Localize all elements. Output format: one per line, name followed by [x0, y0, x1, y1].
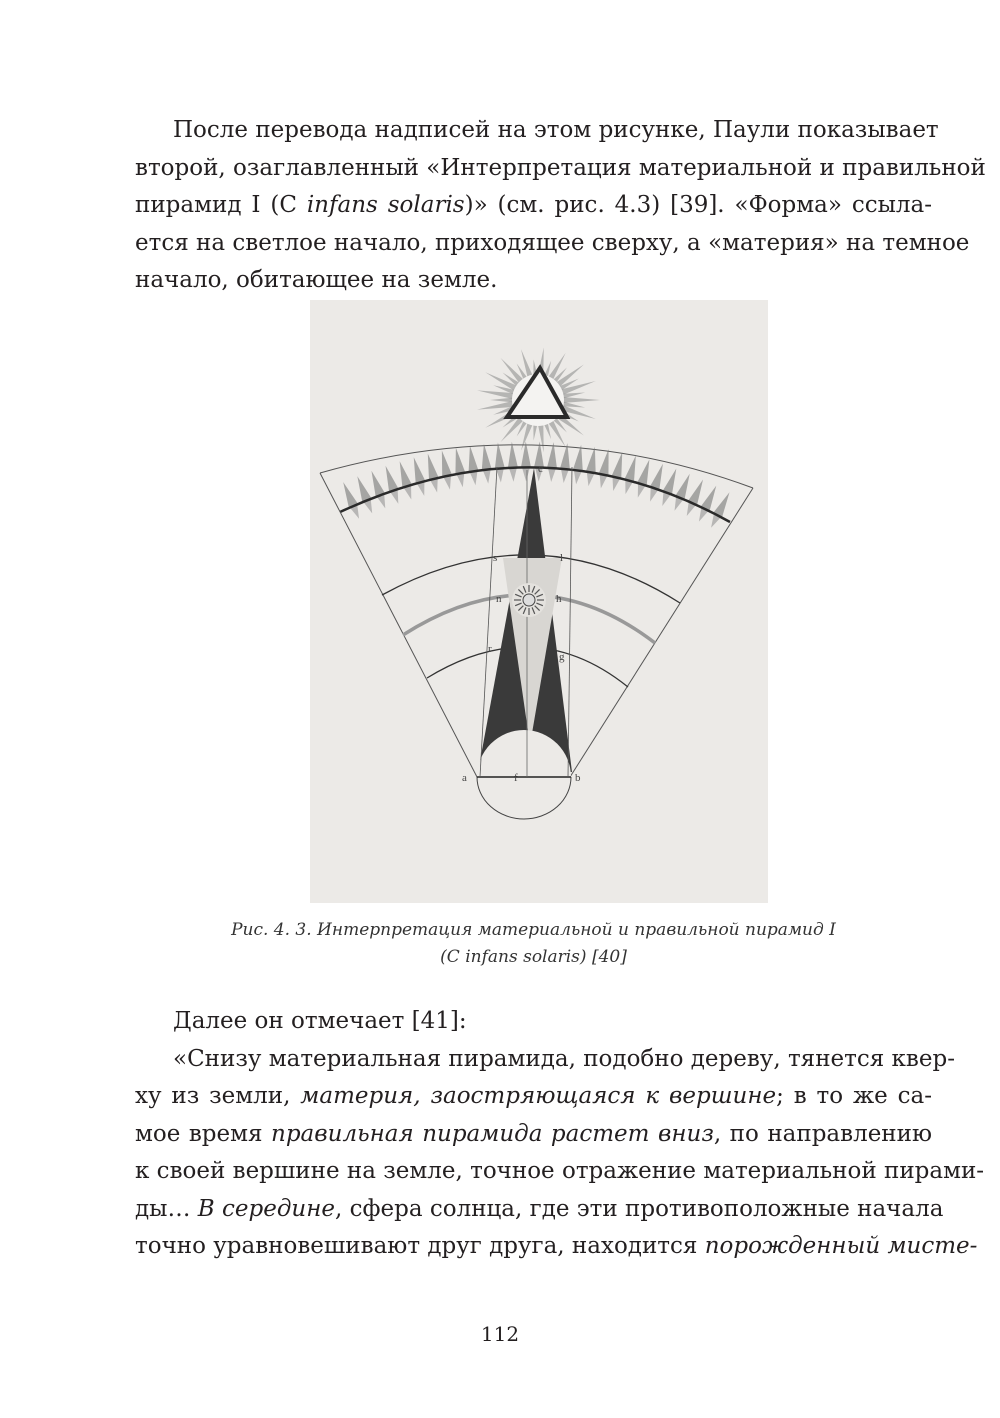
- text-line: [135, 187, 932, 225]
- text-line: [135, 262, 932, 300]
- spike: [495, 443, 505, 469]
- spike: [637, 459, 649, 485]
- text: После перевода надписей на этом рисунке, Паули показывает: [173, 117, 939, 143]
- spike: [611, 452, 622, 478]
- fan-left-edge: [320, 473, 477, 777]
- spike: [400, 461, 412, 487]
- italic-text: порожденный мисте-: [704, 1233, 978, 1259]
- label-g: g: [559, 651, 565, 663]
- text-line: [135, 1116, 932, 1154]
- text-line: [135, 1003, 932, 1041]
- italic-text: материя, заостряющаяся к вершине: [300, 1083, 777, 1109]
- page-number: 112: [480, 1322, 520, 1346]
- text: мое время: [135, 1120, 272, 1147]
- text: ху из земли,: [135, 1083, 301, 1109]
- italic-text: правильная пирамида растет вниз: [271, 1120, 714, 1147]
- spike: [455, 448, 465, 474]
- paragraph-intro: [135, 112, 986, 300]
- caption-line: (C infans solaris) [40]: [440, 947, 627, 967]
- spike: [573, 445, 583, 471]
- text: Далее он отмечает [41]:: [173, 1008, 467, 1034]
- fan-right-edge: [570, 488, 753, 777]
- text-line: [135, 1228, 978, 1266]
- text: второй, озаглавленный «Интерпретация материальной и правильной: [135, 154, 986, 181]
- spike: [574, 470, 582, 484]
- spike: [509, 468, 517, 482]
- spike: [522, 467, 530, 481]
- sun-disc: [523, 594, 535, 606]
- text-line: [135, 1041, 955, 1079]
- label-r: r: [488, 643, 492, 655]
- spike: [508, 442, 518, 468]
- italic-text: infans solaris: [306, 192, 465, 218]
- label-h: h: [556, 593, 562, 605]
- text: к своей вершине на земле, точное отражение материальной пирами-: [135, 1158, 985, 1184]
- spike: [624, 455, 636, 481]
- spike: [548, 468, 556, 482]
- label-l: l: [560, 552, 564, 564]
- text-line: [135, 1078, 932, 1116]
- text: точно уравновешивают друг друга, находится: [135, 1233, 705, 1259]
- spike: [386, 466, 399, 492]
- text-line: [135, 112, 939, 150]
- pyramid-diagram: [310, 300, 768, 903]
- figure-caption: [135, 917, 932, 971]
- spike: [650, 464, 663, 490]
- caption-line: Рис. 4. 3. Интерпретация материальной и правильной пирамид I: [231, 920, 836, 940]
- label-b: b: [575, 772, 581, 784]
- label-a: a: [462, 772, 467, 784]
- text: пирамид I (C: [135, 192, 307, 218]
- spike: [482, 444, 492, 470]
- spike: [483, 469, 491, 483]
- label-f: f: [514, 772, 518, 784]
- text: ется на светлое начало, приходящее сверху, а «материя» на темное: [135, 229, 970, 256]
- text-line: [135, 225, 970, 263]
- frame-line-right: [568, 467, 572, 777]
- spike: [599, 449, 609, 475]
- spike: [414, 457, 426, 483]
- italic-text: В середине: [197, 1195, 335, 1222]
- text: начало, обитающее на земле.: [135, 267, 498, 293]
- paragraph-quote: [135, 1003, 985, 1266]
- label-c: c: [538, 463, 543, 475]
- text: , по направлению: [713, 1120, 932, 1147]
- sun-icon: [512, 583, 546, 617]
- spike: [586, 447, 596, 473]
- earth-lower-arc: [477, 777, 571, 819]
- spike: [442, 450, 452, 476]
- figure-pyramid-diagram: [310, 300, 768, 903]
- text: «Снизу материальная пирамида, подобно дереву, тянется квер-: [173, 1045, 955, 1072]
- label-n: n: [496, 593, 502, 605]
- spike: [561, 469, 569, 483]
- label-s: s: [493, 552, 498, 564]
- spike: [469, 446, 479, 472]
- text-line: [135, 1191, 944, 1229]
- text: , сфера солнца, где эти противоположные начала: [334, 1195, 944, 1222]
- text: ды…: [135, 1195, 198, 1222]
- text-line: [135, 150, 986, 188]
- text: ; в то же са-: [776, 1083, 932, 1109]
- spike: [428, 454, 439, 480]
- text: )» (см. рис. 4.3) [39]. «Форма» ссыла-: [464, 192, 932, 218]
- text-line: [135, 1153, 985, 1191]
